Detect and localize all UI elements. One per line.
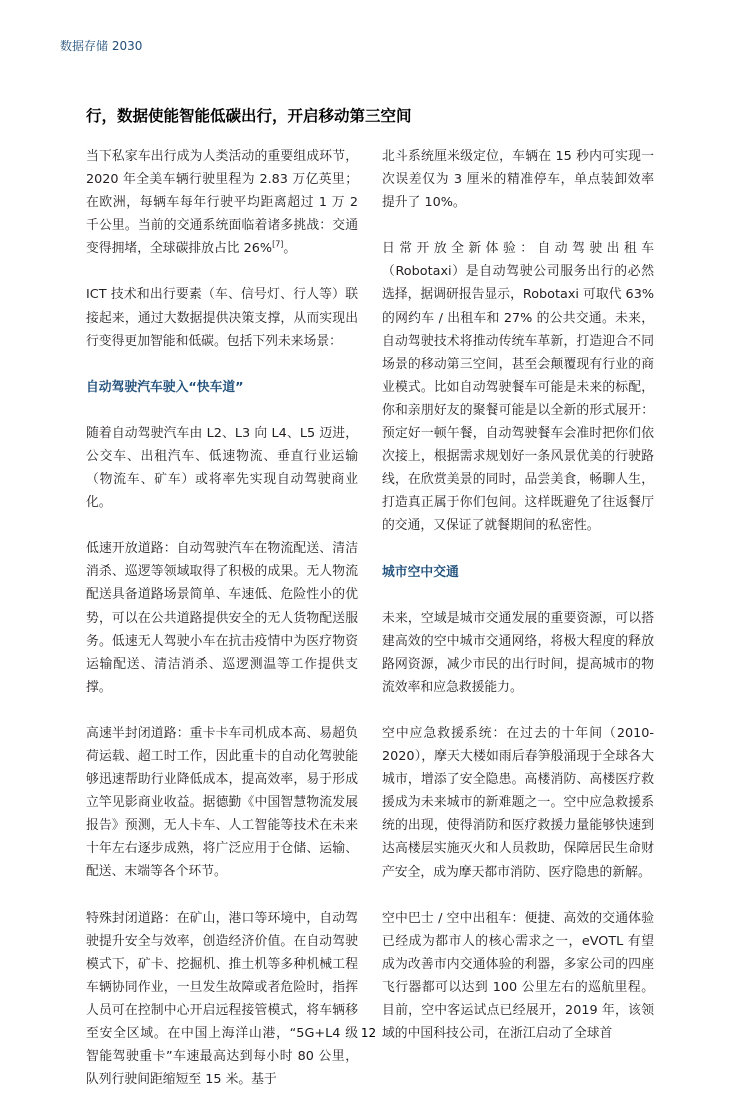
subheading-air-traffic: 城市空中交通	[382, 564, 459, 580]
robotaxi-paragraph: 日常开放全新体验：自动驾驶出租车（Robotaxi）是自动驾驶公司服务出行的必然选择，据调研报告显示，Robotaxi 可取代 63% 的网约车 / 出租车和 27% 的公共交通。未来，自动驾驶技术将推动传统车革新，打造迎合不同场景的移动第三空间，甚至会颠覆现有行业的商业模式。比如自动驾驶餐车可能是未来的标配，你和亲朋好友的聚餐可能是以全新的形式展开：预定好一顿午餐，自动驾驶餐车会准时把你们依次接上，根据需求规划好一条风景优美的行驶路线，在欣赏美景的同时，品尝美食，畅聊人生，打造真正属于你们包间。这样既避免了往返餐厅的交通，又保证了就餐期间的私密性。	[382, 241, 654, 534]
highway-paragraph: 高速半封闭道路：重卡卡车司机成本高、易超负荷运载、超工时工作，因此重卡的自动化驾驶能够迅速帮助行业降低成本，提高效率，易于形成立竿见影商业收益。据德勤《中国智慧物流发展报告》预测，无人卡车、人工智能等技术在未来十年左右逐步成熟，将广泛应用于仓储、运输、配送、末端等各个环节。	[86, 725, 358, 880]
autonomous-paragraph: 随着自动驾驶汽车由 L2、L3 向 L4、L5 迈进，公交车、出租汽车、低速物流、垂直行业运输（物流车、矿车）或将率先实现自动驾驶商业化。	[86, 425, 358, 511]
right-column	[382, 145, 654, 1068]
beidou-paragraph: 北斗系统厘米级定位，车辆在 15 秒内可实现一次误差仅为 3 厘米的精准停车，单点装卸效率提升了 10%。	[382, 149, 654, 211]
page-number: 12	[360, 1026, 377, 1040]
intro-end: 。	[283, 241, 297, 257]
citation-ref: [7]	[272, 240, 284, 250]
low-speed-paragraph: 低速开放道路：自动驾驶汽车在物流配送、清洁消杀、巡逻等领域取得了积极的成果。无人物流配送具备道路场景简单、车速低、危险性小的优势，可以在公共道路提供安全的无人货物配送服务。低速无人驾驶小车在抗击疫情中为医疗物资运输配送、清洁消杀、巡逻测温等工作提供支撑。	[86, 541, 358, 695]
section-title: 行，数据使能智能低碳出行，开启移动第三空间	[86, 107, 412, 125]
intro-paragraph	[86, 145, 358, 260]
subheading-autonomous: 自动驾驶汽车驶入“快车道”	[86, 379, 244, 395]
airspace-paragraph: 未来，空域是城市交通发展的重要资源，可以搭建高效的空中城市交通网络，将极大程度的释放路网资源，减少市民的出行时间，提高城市的物流效率和应急救援能力。	[382, 610, 654, 695]
closed-road-paragraph: 特殊封闭道路：在矿山，港口等环境中，自动驾驶提升安全与效率，创造经济价值。在自动驾驶模式下，矿卡、挖掘机、推土机等多种机械工程车辆协同作业，一旦发生故障或者危险时，指挥人员可在控制中心开启远程接管模式，将车辆移至安全区域。在中国上海洋山港，“5G+L4 级智能驾驶重卡”车速最高达到每小时 80 公里，队列行驶间距缩短至 15 米。基于	[86, 910, 358, 1088]
intro-text: 当下私家车出行成为人类活动的重要组成环节，2020 年全美车辆行驶里程为 2.83 万亿英里；在欧洲，每辆车每年行驶平均距离超过 1 万 2 千公里。当前的交通系统面临着诸多挑战：交通变得拥堵，全球碳排放占比 26%	[86, 149, 358, 257]
air-bus-paragraph: 空中巴士 / 空中出租车：便捷、高效的交通体验已经成为都市人的核心需求之一，eVOTL 有望成为改善市内交通体验的利器，多家公司的四座飞行器都可以达到 100 公里左右的巡航里程。目前，空中客运试点已经展开，2019 年，该领域的中国科技公司，在浙江启动了全球首	[382, 910, 654, 1042]
air-rescue-paragraph: 空中应急救援系统：在过去的十年间（2010-2020），摩天大楼如雨后春笋般涌现于全球各大城市，增添了安全隐患。高楼消防、高楼医疗救援成为未来城市的新难题之一。空中应急救援系统的出现，使得消防和医疗救援力量能够快速到达高楼层实施灭火和人员救助，保障居民生命财产安全，成为摩天都市消防、医疗隐患的新解。	[382, 725, 654, 880]
ict-paragraph: ICT 技术和出行要素（车、信号灯、行人等）联接起来，通过大数据提供决策支撑，从而实现出行变得更加智能和低碳。包括下列未来场景：	[86, 287, 358, 349]
left-column	[86, 145, 358, 1114]
running-header: 数据存储 2030	[60, 39, 143, 53]
